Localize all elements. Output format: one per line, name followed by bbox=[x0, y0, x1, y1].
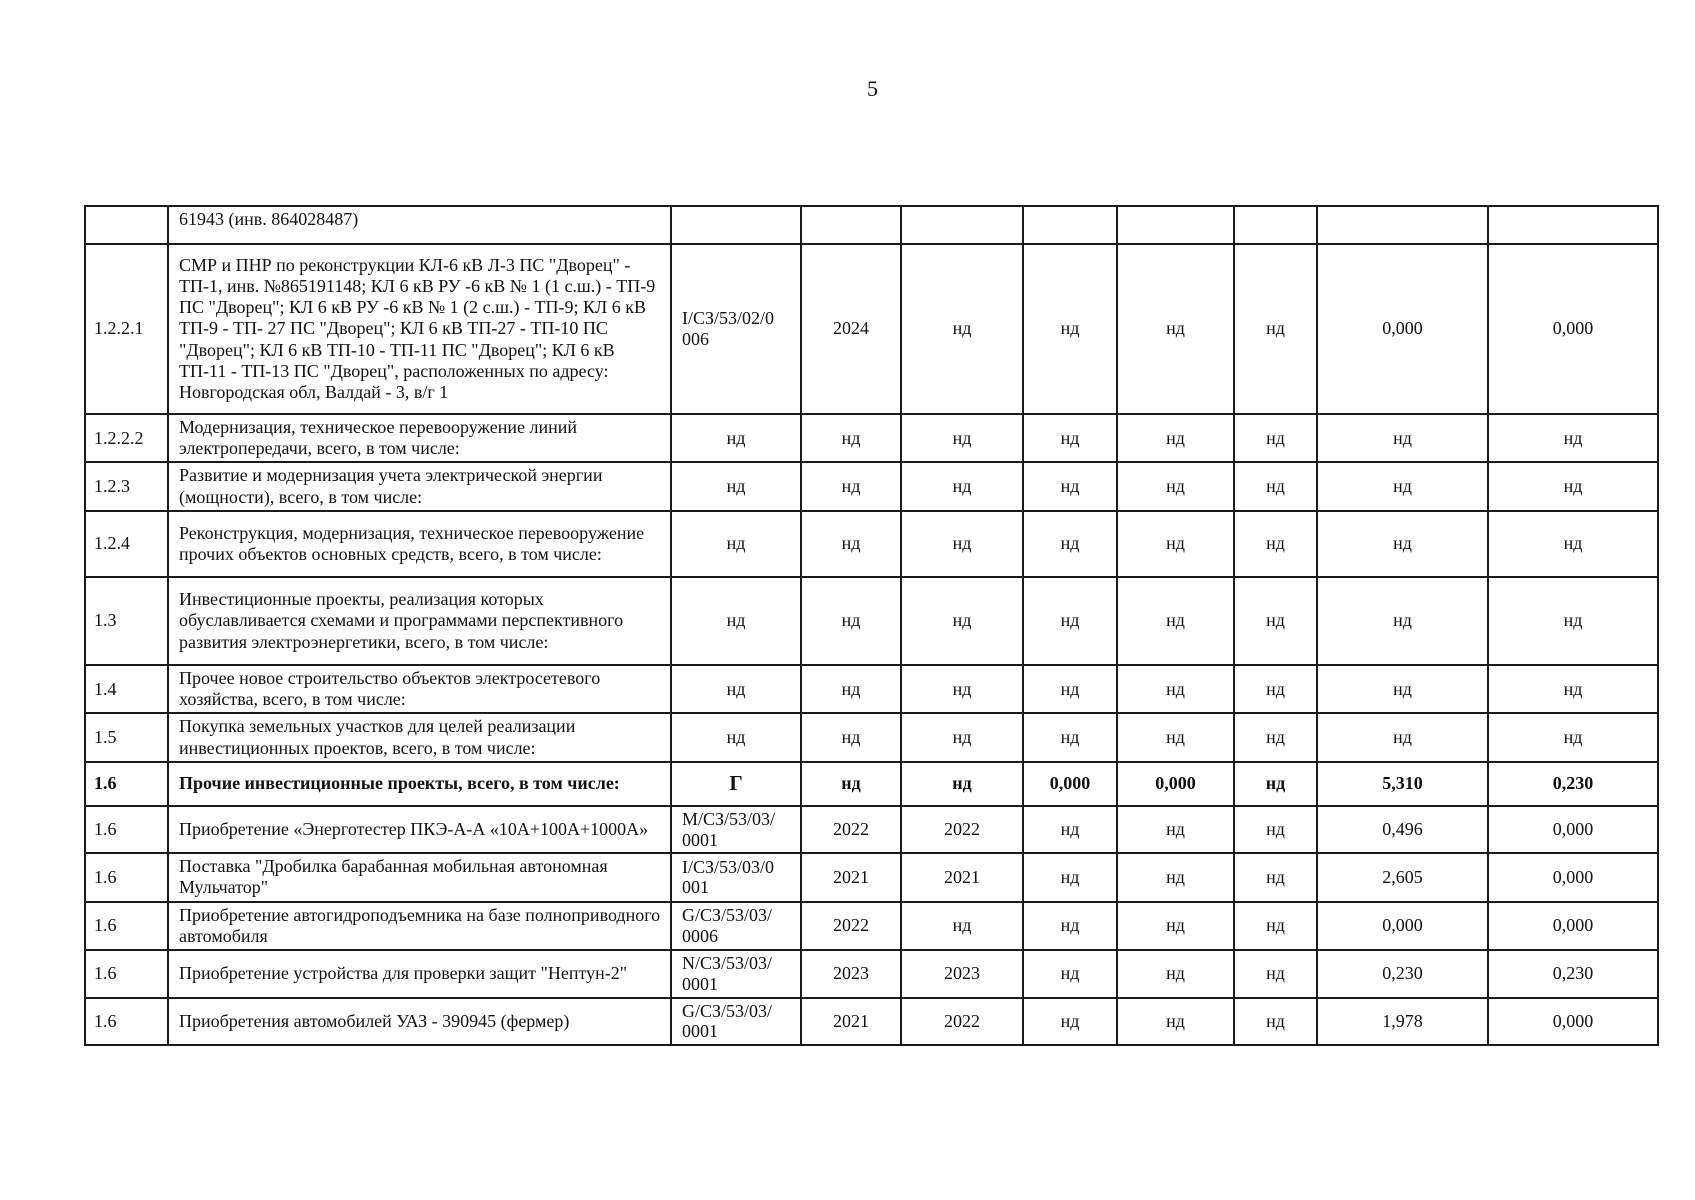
value-cell-c4: нд bbox=[1117, 902, 1234, 950]
project-id-cell: Г bbox=[671, 762, 801, 806]
value-cell-c3: нд bbox=[1023, 244, 1117, 414]
project-id-cell: нд bbox=[671, 577, 801, 665]
value-cell-c4: нд bbox=[1117, 414, 1234, 462]
table-row bbox=[85, 206, 1658, 244]
value-cell-c7: нд bbox=[1488, 713, 1658, 761]
value-cell-c2: 2023 bbox=[901, 950, 1023, 997]
value-cell-c5: нд bbox=[1234, 414, 1317, 462]
table-row bbox=[85, 511, 1658, 577]
value-cell-c7: 0,000 bbox=[1488, 244, 1658, 414]
value-cell-c3: нд bbox=[1023, 511, 1117, 577]
table-body bbox=[85, 206, 1658, 1045]
value-cell-c5: нд bbox=[1234, 511, 1317, 577]
value-cell-c5: нд bbox=[1234, 902, 1317, 950]
value-cell-c3: нд bbox=[1023, 414, 1117, 462]
value-cell-c1: 2022 bbox=[801, 902, 901, 950]
value-cell-c3: нд bbox=[1023, 577, 1117, 665]
value-cell-c3: нд bbox=[1023, 462, 1117, 510]
project-id-cell: N/СЗ/53/03/ 0001 bbox=[671, 950, 801, 997]
project-id-cell: I/СЗ/53/03/0 001 bbox=[671, 853, 801, 901]
value-cell-c7: нд bbox=[1488, 511, 1658, 577]
value-cell-c4: нд bbox=[1117, 665, 1234, 713]
value-cell-c7: 0,000 bbox=[1488, 902, 1658, 950]
value-cell-c4: нд bbox=[1117, 511, 1234, 577]
project-name-cell: Поставка "Дробилка барабанная мобильная автономная Мульчатор" bbox=[168, 853, 671, 901]
value-cell-c1: нд bbox=[801, 577, 901, 665]
value-cell-c1: 2021 bbox=[801, 998, 901, 1045]
project-name-cell: Приобретение «Энерготестер ПКЭ-А-А «10А+100А+1000А» bbox=[168, 806, 671, 853]
table-row bbox=[85, 665, 1658, 713]
value-cell-c2: нд bbox=[901, 511, 1023, 577]
value-cell-c6: 0,000 bbox=[1317, 902, 1488, 950]
investment-projects-table bbox=[84, 205, 1659, 1046]
value-cell-c4: нд bbox=[1117, 998, 1234, 1045]
project-name-cell: Приобретение автогидроподъемника на базе полноприводного автомобиля bbox=[168, 902, 671, 950]
value-cell-c7: 0,000 bbox=[1488, 853, 1658, 901]
value-cell-c4: нд bbox=[1117, 713, 1234, 761]
value-cell-c2: нд bbox=[901, 902, 1023, 950]
value-cell-c1: 2024 bbox=[801, 244, 901, 414]
value-cell-c5: нд bbox=[1234, 462, 1317, 510]
table-row bbox=[85, 414, 1658, 462]
value-cell-c2: нд bbox=[901, 462, 1023, 510]
project-name-cell: Приобретения автомобилей УАЗ - 390945 (фермер) bbox=[168, 998, 671, 1045]
value-cell-c6: нд bbox=[1317, 462, 1488, 510]
value-cell-c3: нд bbox=[1023, 950, 1117, 997]
value-cell-c7: нд bbox=[1488, 462, 1658, 510]
value-cell-c3: нд bbox=[1023, 806, 1117, 853]
value-cell-c1: нд bbox=[801, 414, 901, 462]
value-cell-c5: нд bbox=[1234, 950, 1317, 997]
value-cell-c4: нд bbox=[1117, 244, 1234, 414]
row-number-cell: 1.6 bbox=[85, 853, 168, 901]
row-number-cell: 1.6 bbox=[85, 762, 168, 806]
value-cell-c4: 0,000 bbox=[1117, 762, 1234, 806]
value-cell-c1: нд bbox=[801, 511, 901, 577]
value-cell-c2: нд bbox=[901, 713, 1023, 761]
value-cell-c7: 0,230 bbox=[1488, 762, 1658, 806]
table-row bbox=[85, 902, 1658, 950]
value-cell-c1: нд bbox=[801, 665, 901, 713]
value-cell-c7: 0,230 bbox=[1488, 950, 1658, 997]
row-number-cell: 1.2.3 bbox=[85, 462, 168, 510]
value-cell-c6: 0,230 bbox=[1317, 950, 1488, 997]
table-row bbox=[85, 462, 1658, 510]
value-cell-c5: нд bbox=[1234, 853, 1317, 901]
project-name-cell: СМР и ПНР по реконструкции КЛ-6 кВ Л-3 ПС "Дворец" - ТП-1, инв. №865191148; КЛ 6 кВ РУ -6 кВ № 1 (1 с.ш.) - ТП-9 ПС "Дворец"; КЛ 6 кВ РУ -6 кВ № 1 (2 с.ш.) - ТП-9; КЛ 6 кВ ТП-9 - ТП- 27 ПС "Дворец"; КЛ 6 кВ ТП-27 - ТП-10 ПС "Дворец"; КЛ 6 кВ ТП-10 - ТП-11 ПС "Дворец"; КЛ 6 кВ ТП-11 - ТП-13 ПС "Дворец", расположенных по адресу: Новгородская обл, Валдай - 3, в/г 1 bbox=[168, 244, 671, 414]
value-cell-c4: нд bbox=[1117, 853, 1234, 901]
value-cell-c2: нд bbox=[901, 762, 1023, 806]
row-number-cell: 1.4 bbox=[85, 665, 168, 713]
project-id-cell: I/СЗ/53/02/0 006 bbox=[671, 244, 801, 414]
value-cell-c1: 2021 bbox=[801, 853, 901, 901]
value-cell-c7: 0,000 bbox=[1488, 806, 1658, 853]
value-cell-c2: 2021 bbox=[901, 853, 1023, 901]
project-name-cell: Реконструкция, модернизация, техническое перевооружение прочих объектов основных средств, всего, в том числе: bbox=[168, 511, 671, 577]
table-row bbox=[85, 577, 1658, 665]
value-cell-c7 bbox=[1488, 206, 1658, 244]
value-cell-c5: нд bbox=[1234, 665, 1317, 713]
value-cell-c6: 5,310 bbox=[1317, 762, 1488, 806]
value-cell-c6: нд bbox=[1317, 665, 1488, 713]
value-cell-c1 bbox=[801, 206, 901, 244]
value-cell-c5: нд bbox=[1234, 762, 1317, 806]
value-cell-c3: нд bbox=[1023, 902, 1117, 950]
value-cell-c6: 1,978 bbox=[1317, 998, 1488, 1045]
value-cell-c4: нд bbox=[1117, 577, 1234, 665]
value-cell-c5: нд bbox=[1234, 713, 1317, 761]
row-number-cell bbox=[85, 206, 168, 244]
row-number-cell: 1.2.2.1 bbox=[85, 244, 168, 414]
value-cell-c2: 2022 bbox=[901, 998, 1023, 1045]
value-cell-c6: нд bbox=[1317, 511, 1488, 577]
row-number-cell: 1.3 bbox=[85, 577, 168, 665]
project-id-cell bbox=[671, 206, 801, 244]
table-row bbox=[85, 853, 1658, 901]
table-row bbox=[85, 713, 1658, 761]
value-cell-c3 bbox=[1023, 206, 1117, 244]
table-row bbox=[85, 998, 1658, 1045]
value-cell-c5: нд bbox=[1234, 806, 1317, 853]
value-cell-c6: 2,605 bbox=[1317, 853, 1488, 901]
value-cell-c2: нд bbox=[901, 414, 1023, 462]
project-name-cell: Прочее новое строительство объектов электросетевого хозяйства, всего, в том числе: bbox=[168, 665, 671, 713]
table-row bbox=[85, 244, 1658, 414]
value-cell-c6: нд bbox=[1317, 713, 1488, 761]
row-number-cell: 1.2.2.2 bbox=[85, 414, 168, 462]
value-cell-c4 bbox=[1117, 206, 1234, 244]
value-cell-c3: нд bbox=[1023, 998, 1117, 1045]
value-cell-c2: нд bbox=[901, 244, 1023, 414]
project-name-cell: Покупка земельных участков для целей реализации инвестиционных проектов, всего, в том числе: bbox=[168, 713, 671, 761]
value-cell-c7: нд bbox=[1488, 577, 1658, 665]
project-id-cell: M/СЗ/53/03/ 0001 bbox=[671, 806, 801, 853]
value-cell-c5: нд bbox=[1234, 577, 1317, 665]
value-cell-c3: нд bbox=[1023, 853, 1117, 901]
project-id-cell: G/СЗ/53/03/ 0001 bbox=[671, 998, 801, 1045]
row-number-cell: 1.2.4 bbox=[85, 511, 168, 577]
project-name-cell: 61943 (инв. 864028487) bbox=[168, 206, 671, 244]
value-cell-c3: 0,000 bbox=[1023, 762, 1117, 806]
value-cell-c6 bbox=[1317, 206, 1488, 244]
row-number-cell: 1.5 bbox=[85, 713, 168, 761]
project-id-cell: нд bbox=[671, 713, 801, 761]
value-cell-c1: нд bbox=[801, 762, 901, 806]
project-name-cell: Развитие и модернизация учета электрической энергии (мощности), всего, в том числе: bbox=[168, 462, 671, 510]
value-cell-c4: нд bbox=[1117, 462, 1234, 510]
value-cell-c2: нд bbox=[901, 577, 1023, 665]
value-cell-c2 bbox=[901, 206, 1023, 244]
value-cell-c6: 0,496 bbox=[1317, 806, 1488, 853]
value-cell-c2: 2022 bbox=[901, 806, 1023, 853]
value-cell-c1: нд bbox=[801, 713, 901, 761]
table-row bbox=[85, 806, 1658, 853]
row-number-cell: 1.6 bbox=[85, 950, 168, 997]
table-row bbox=[85, 950, 1658, 997]
value-cell-c5: нд bbox=[1234, 244, 1317, 414]
project-name-cell: Прочие инвестиционные проекты, всего, в том числе: bbox=[168, 762, 671, 806]
value-cell-c7: нд bbox=[1488, 665, 1658, 713]
value-cell-c6: 0,000 bbox=[1317, 244, 1488, 414]
table-row bbox=[85, 762, 1658, 806]
value-cell-c1: 2023 bbox=[801, 950, 901, 997]
page-number: 5 bbox=[867, 76, 878, 101]
value-cell-c7: нд bbox=[1488, 414, 1658, 462]
project-name-cell: Модернизация, техническое перевооружение линий электропередачи, всего, в том числе: bbox=[168, 414, 671, 462]
row-number-cell: 1.6 bbox=[85, 998, 168, 1045]
value-cell-c5 bbox=[1234, 206, 1317, 244]
value-cell-c3: нд bbox=[1023, 665, 1117, 713]
project-name-cell: Инвестиционные проекты, реализация которых обуславливается схемами и программами перспективного развития электроэнергетики, всего, в том числе: bbox=[168, 577, 671, 665]
value-cell-c7: 0,000 bbox=[1488, 998, 1658, 1045]
value-cell-c2: нд bbox=[901, 665, 1023, 713]
value-cell-c3: нд bbox=[1023, 713, 1117, 761]
row-number-cell: 1.6 bbox=[85, 902, 168, 950]
project-name-cell: Приобретение устройства для проверки защит "Нептун-2" bbox=[168, 950, 671, 997]
project-id-cell: нд bbox=[671, 511, 801, 577]
value-cell-c6: нд bbox=[1317, 414, 1488, 462]
value-cell-c6: нд bbox=[1317, 577, 1488, 665]
project-id-cell: нд bbox=[671, 462, 801, 510]
project-id-cell: нд bbox=[671, 414, 801, 462]
value-cell-c1: нд bbox=[801, 462, 901, 510]
value-cell-c4: нд bbox=[1117, 950, 1234, 997]
row-number-cell: 1.6 bbox=[85, 806, 168, 853]
value-cell-c1: 2022 bbox=[801, 806, 901, 853]
value-cell-c4: нд bbox=[1117, 806, 1234, 853]
value-cell-c5: нд bbox=[1234, 998, 1317, 1045]
project-id-cell: G/СЗ/53/03/ 0006 bbox=[671, 902, 801, 950]
project-id-cell: нд bbox=[671, 665, 801, 713]
